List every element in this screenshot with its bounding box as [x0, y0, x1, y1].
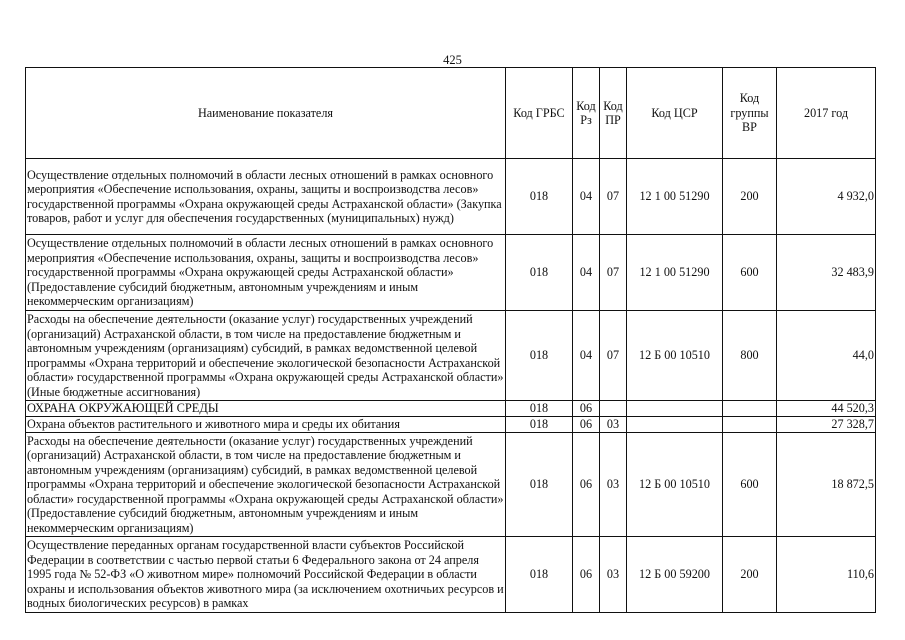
row-csr: 12 Б 00 10510 [627, 311, 723, 401]
row-csr: 12 Б 00 10510 [627, 433, 723, 537]
header-name: Наименование показателя [26, 68, 506, 159]
row-name: Расходы на обеспечение деятельности (оказание услуг) государственных учреждений (организаций) Астраханской области, в том числе на предоставление бюджетным и автономным учреждениям (организациям) субсидий, в рамках ведомственной целевой программы «Охрана территорий и обеспечение экологической безопасности Астраханской области» государственной программы «Охрана окружающей среды Астраханской области» (Иные бюджетные ассигнования) [26, 311, 506, 401]
row-name: Расходы на обеспечение деятельности (оказание услуг) государственных учреждений (организаций) Астраханской области, в том числе на предоставление бюджетным и автономным учреждениям (организациям) субсидий, в рамках ведомственной целевой программы «Охрана территорий и обеспечение экологической безопасности Астраханской области» государственной программы «Охрана окружающей среды Астраханской области» (Предоставление субсидий бюджетным, автономным учреждениям и иным некоммерческим организациям) [26, 433, 506, 537]
row-grbs: 018 [506, 311, 573, 401]
row-csr: 12 1 00 51290 [627, 159, 723, 235]
page-number: 425 [443, 53, 462, 67]
header-rz: Код Рз [573, 68, 600, 159]
row-amount: 44 520,3 [777, 401, 876, 417]
row-vr: 800 [723, 311, 777, 401]
row-pr: 03 [600, 433, 627, 537]
row-amount: 32 483,9 [777, 235, 876, 311]
table-row [26, 235, 876, 311]
row-grbs: 018 [506, 433, 573, 537]
row-amount: 110,6 [777, 537, 876, 613]
table-row [26, 401, 876, 417]
row-grbs: 018 [506, 401, 573, 417]
row-amount: 4 932,0 [777, 159, 876, 235]
table-header-row [26, 68, 876, 159]
row-grbs: 018 [506, 537, 573, 613]
row-amount: 18 872,5 [777, 433, 876, 537]
row-rz: 04 [573, 311, 600, 401]
row-grbs: 018 [506, 235, 573, 311]
row-grbs: 018 [506, 417, 573, 433]
row-grbs: 018 [506, 159, 573, 235]
table-row [26, 433, 876, 537]
row-rz: 06 [573, 433, 600, 537]
row-vr: 600 [723, 235, 777, 311]
row-name: Осуществление переданных органам государственной власти субъектов Российской Федерации в соответствии с частью первой статьи 6 Федерального закона от 24 апреля 1995 года № 52-ФЗ «О животном мире» полномочий Российской Федерации в области охраны и использования объектов животного мира (за исключением охотничьих ресурсов и водных биологических ресурсов) в рамках [26, 537, 506, 613]
table-row [26, 159, 876, 235]
table-row [26, 417, 876, 433]
row-csr: 12 1 00 51290 [627, 235, 723, 311]
row-rz: 04 [573, 235, 600, 311]
header-csr: Код ЦСР [627, 68, 723, 159]
row-pr: 03 [600, 537, 627, 613]
row-vr [723, 417, 777, 433]
header-vr: Код группы ВР [723, 68, 777, 159]
row-pr: 07 [600, 159, 627, 235]
header-grbs: Код ГРБС [506, 68, 573, 159]
row-vr: 200 [723, 159, 777, 235]
header-pr: Код ПР [600, 68, 627, 159]
row-name: Осуществление отдельных полномочий в области лесных отношений в рамках основного мероприятия «Обеспечение использования, охраны, защиты и воспроизводства лесов» государственной программы «Охрана окружающей среды Астраханской области» (Закупка товаров, работ и услуг для обеспечения государственных (муниципальных) нужд) [26, 159, 506, 235]
row-vr [723, 401, 777, 417]
row-vr: 600 [723, 433, 777, 537]
row-csr: 12 Б 00 59200 [627, 537, 723, 613]
row-vr: 200 [723, 537, 777, 613]
budget-table [25, 67, 876, 613]
row-pr: 07 [600, 311, 627, 401]
row-amount: 44,0 [777, 311, 876, 401]
row-csr [627, 401, 723, 417]
row-name: Охрана объектов растительного и животного мира и среды их обитания [26, 417, 506, 433]
row-pr: 03 [600, 417, 627, 433]
row-rz: 04 [573, 159, 600, 235]
row-rz: 06 [573, 401, 600, 417]
row-amount: 27 328,7 [777, 417, 876, 433]
table-row [26, 311, 876, 401]
header-year: 2017 год [777, 68, 876, 159]
row-csr [627, 417, 723, 433]
row-name: Осуществление отдельных полномочий в области лесных отношений в рамках основного мероприятия «Обеспечение использования, охраны, защиты и воспроизводства лесов» государственной программы «Охрана окружающей среды Астраханской области» (Предоставление субсидий бюджетным, автономным учреждениям и иным некоммерческим организациям) [26, 235, 506, 311]
row-pr [600, 401, 627, 417]
row-rz: 06 [573, 417, 600, 433]
table-row [26, 537, 876, 613]
row-pr: 07 [600, 235, 627, 311]
row-rz: 06 [573, 537, 600, 613]
row-name: ОХРАНА ОКРУЖАЮЩЕЙ СРЕДЫ [26, 401, 506, 417]
